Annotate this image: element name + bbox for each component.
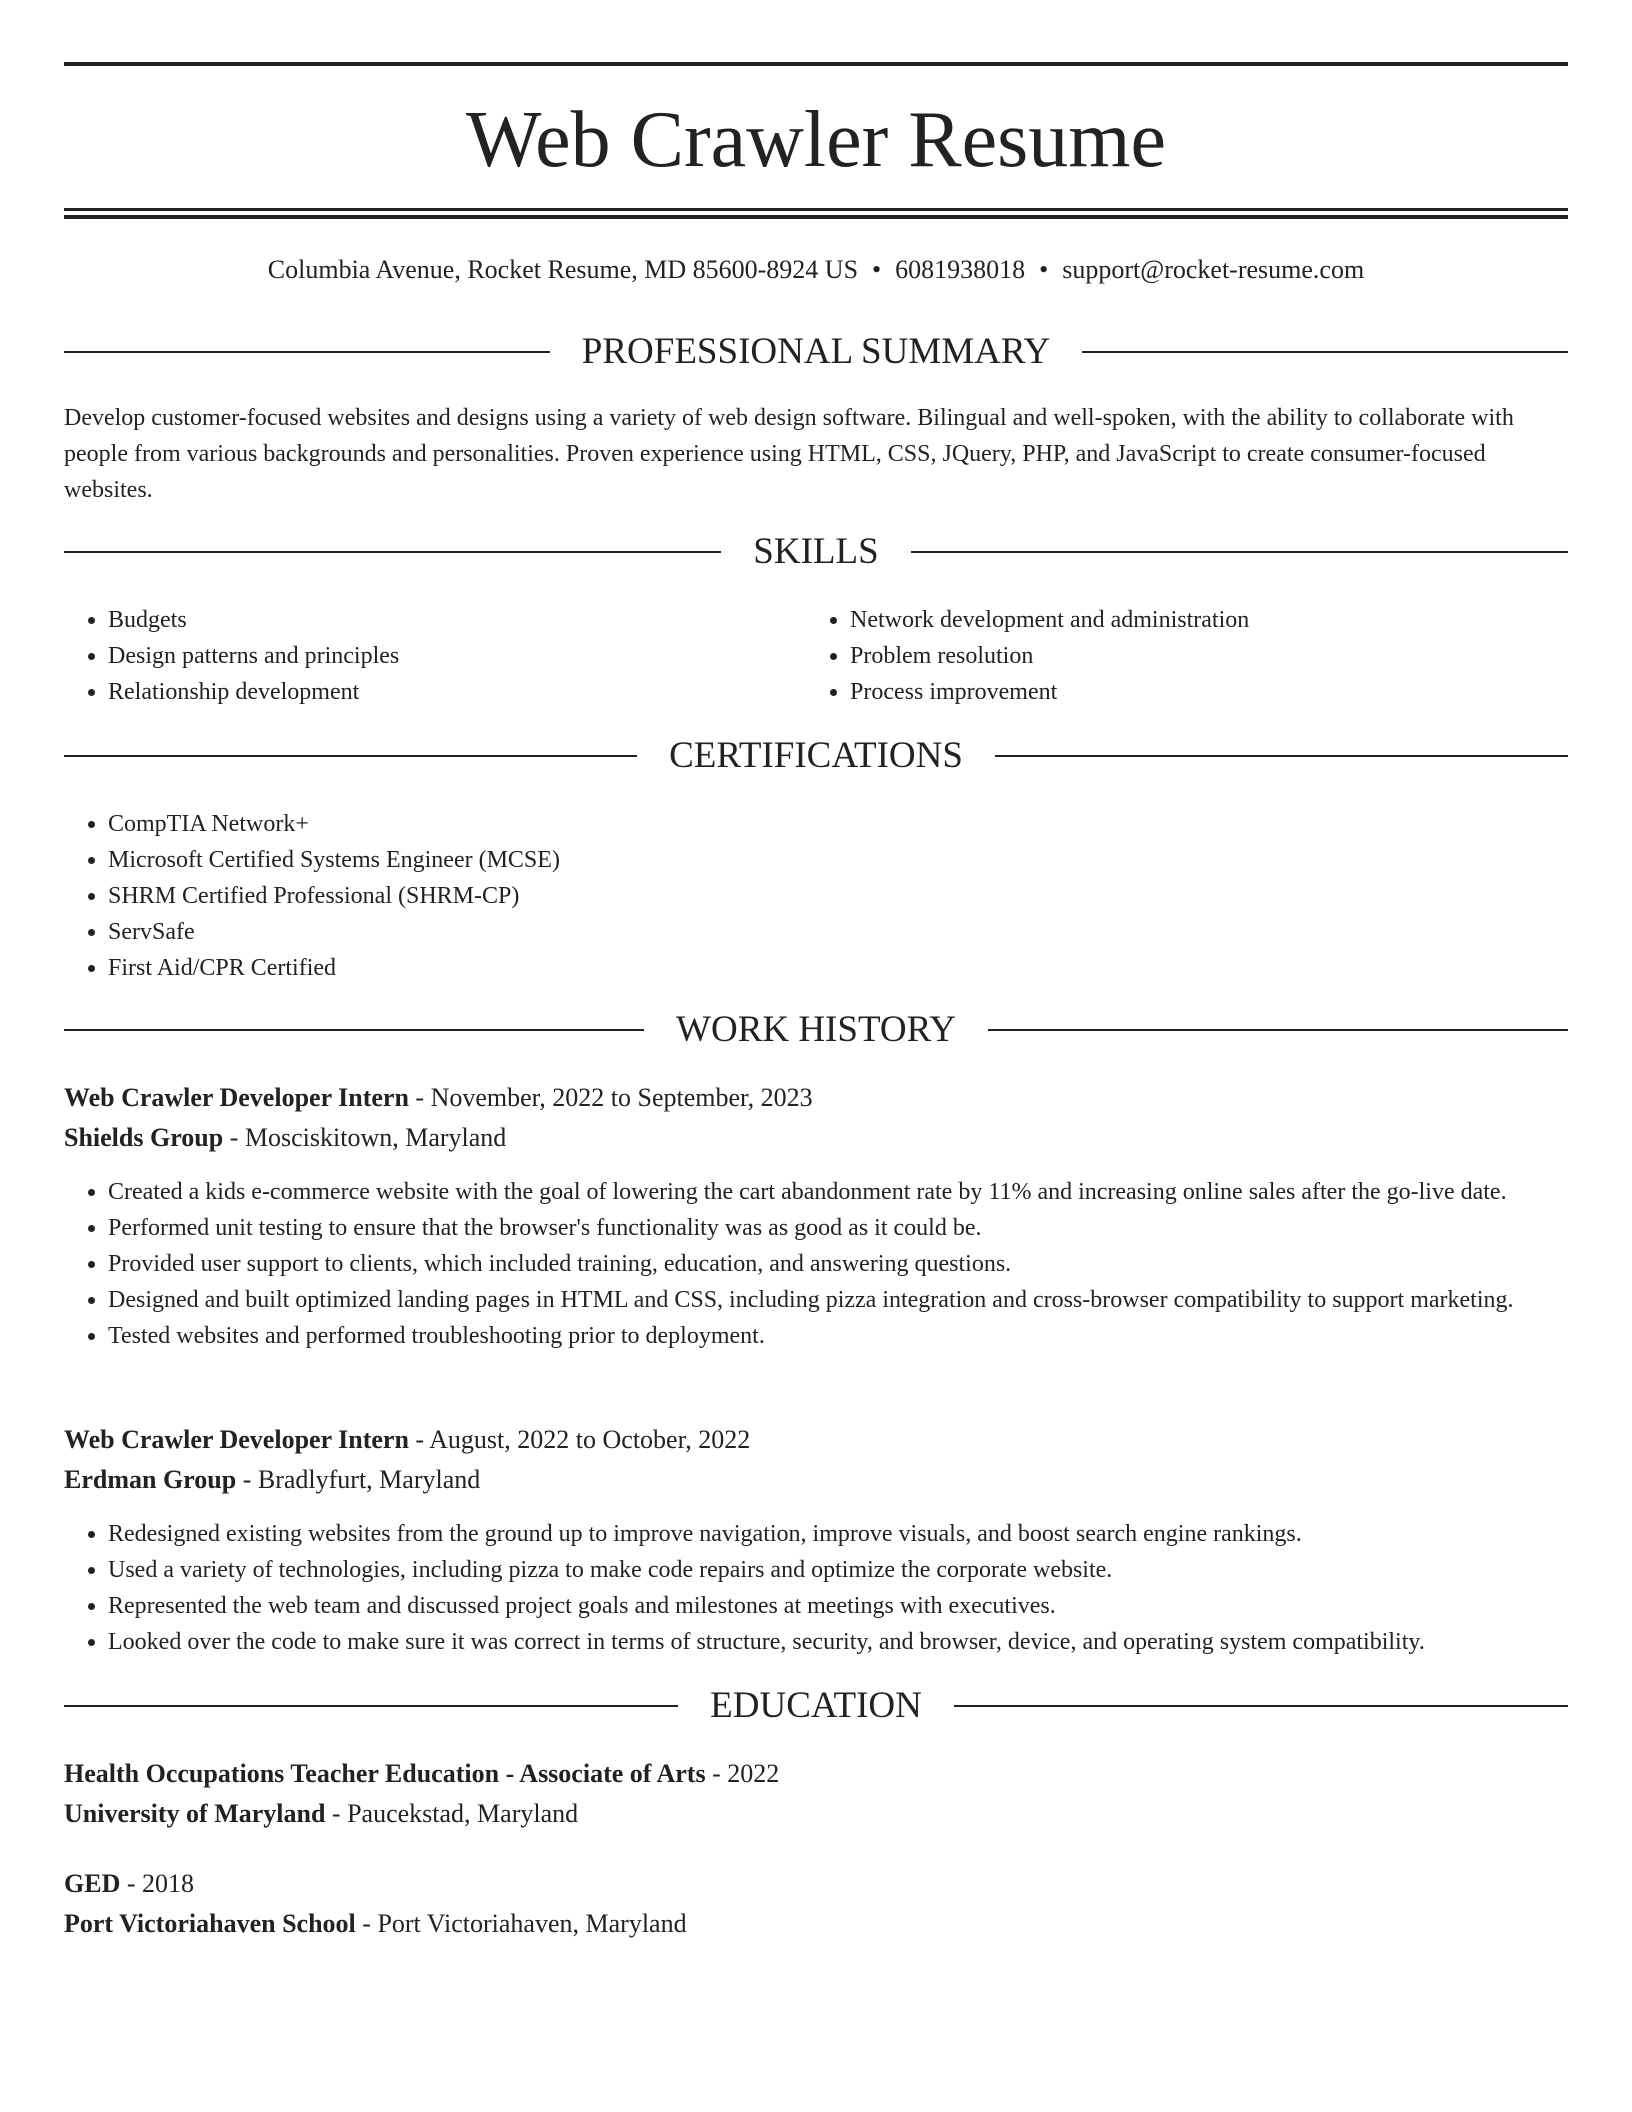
section-title: CERTIFICATIONS	[669, 735, 963, 776]
job-company: Erdman Group	[64, 1465, 237, 1494]
certification-item: • First Aid/CPR Certified	[108, 950, 1568, 986]
dash-separator: -	[325, 1799, 348, 1828]
skills-column-left	[64, 602, 804, 710]
education-degree-line	[64, 1754, 1568, 1794]
education-school: University of Maryland	[64, 1799, 326, 1828]
job-bullet: • Designed and built optimized landing pages in HTML and CSS, including pizza integration and cross-browser compatibility to support marketing.	[108, 1282, 1568, 1318]
job-company-line	[64, 1118, 1568, 1158]
section-title: SKILLS	[753, 531, 879, 572]
job-title-line	[64, 1078, 1568, 1118]
job-bullet: • Used a variety of technologies, including pizza to make code repairs and optimize the corporate website.	[108, 1552, 1568, 1588]
section-heading-work-history	[64, 1008, 1568, 1052]
certification-item: • SHRM Certified Professional (SHRM-CP)	[108, 878, 1568, 914]
skills-column-right	[806, 602, 1546, 710]
education-school-line	[64, 1904, 1568, 1944]
dash-separator: -	[236, 1465, 258, 1494]
education-location: Paucekstad, Maryland	[347, 1799, 579, 1828]
certification-item: • Microsoft Certified Systems Engineer (MCSE)	[108, 842, 1568, 878]
skill-item: • Budgets	[108, 602, 804, 638]
job-title: Web Crawler Developer Intern	[64, 1083, 409, 1112]
heading-rule-right	[995, 755, 1568, 757]
header-top-rule	[64, 62, 1568, 66]
section-title: PROFESSIONAL SUMMARY	[581, 331, 1051, 372]
section-heading-summary	[64, 330, 1568, 374]
heading-rule-right	[911, 551, 1568, 553]
certification-item: • CompTIA Network+	[108, 806, 1568, 842]
job-location: Bradlyfurt, Maryland	[257, 1465, 481, 1494]
job-bullet: • Performed unit testing to ensure that the browser's functionality was as good as it could be.	[108, 1210, 1568, 1246]
dash-separator: -	[408, 1425, 430, 1454]
section-title: WORK HISTORY	[676, 1009, 956, 1050]
job-bullets	[64, 1516, 1568, 1660]
dash-separator: -	[705, 1759, 728, 1788]
summary-text: Develop customer-focused websites and designs using a variety of web design software. Bilingual and well-spoken, with the ability to collaborate with people from various backgrounds and personalities. Proven experience using HTML, CSS, JQuery, PHP, and JavaScript to create consumer-focused websites.	[64, 405, 1514, 503]
education-year: 2018	[142, 1869, 195, 1898]
resume-title: Web Crawler Resume	[466, 96, 1166, 184]
dash-separator: -	[120, 1869, 143, 1898]
skill-item: • Relationship development	[108, 674, 804, 710]
certification-item: • ServSafe	[108, 914, 1568, 950]
job-bullet: • Represented the web team and discussed project goals and milestones at meetings with executives.	[108, 1588, 1568, 1624]
section-heading-skills	[64, 530, 1568, 574]
education-degree: GED	[64, 1869, 121, 1898]
section-heading-certifications	[64, 734, 1568, 778]
job-location: Mosciskitown, Maryland	[244, 1123, 507, 1152]
job-bullet: • Redesigned existing websites from the ground up to improve navigation, improve visuals, and boost search engine rankings.	[108, 1516, 1568, 1552]
skill-item: • Process improvement	[850, 674, 1546, 710]
education-location: Port Victoriahaven, Maryland	[377, 1909, 687, 1938]
skill-item: • Problem resolution	[850, 638, 1546, 674]
job-dates: August, 2022 to October, 2022	[429, 1425, 751, 1454]
job-title: Web Crawler Developer Intern	[64, 1425, 409, 1454]
contact-separator: •	[872, 255, 882, 284]
dash-separator: -	[223, 1123, 245, 1152]
heading-rule-left	[64, 1029, 644, 1031]
education-school-line	[64, 1794, 1568, 1834]
heading-rule-left	[64, 351, 550, 353]
heading-rule-right	[1082, 351, 1568, 353]
skill-item: • Network development and administration	[850, 602, 1546, 638]
skill-item: • Design patterns and principles	[108, 638, 804, 674]
job-dates: November, 2022 to September, 2023	[430, 1083, 813, 1112]
header-double-rule	[64, 208, 1568, 219]
section-heading-education	[64, 1684, 1568, 1728]
education-year: 2022	[727, 1759, 780, 1788]
education-school: Port Victoriahaven School	[64, 1909, 356, 1938]
contact-email: support@rocket-resume.com	[1062, 255, 1365, 284]
heading-rule-right	[954, 1705, 1568, 1707]
job-bullets	[64, 1174, 1568, 1354]
education-degree: Health Occupations Teacher Education - Associate of Arts	[64, 1759, 706, 1788]
contact-address: Columbia Avenue, Rocket Resume, MD 85600-8924 US	[267, 255, 859, 284]
section-title: EDUCATION	[710, 1685, 922, 1726]
contact-separator: •	[1039, 255, 1049, 284]
job-bullet: • Tested websites and performed troubleshooting prior to deployment.	[108, 1318, 1568, 1354]
contact-line	[64, 252, 1568, 288]
heading-rule-left	[64, 551, 721, 553]
heading-rule-left	[64, 755, 637, 757]
contact-phone: 6081938018	[895, 255, 1026, 284]
job-company: Shields Group	[64, 1123, 224, 1152]
dash-separator: -	[355, 1909, 378, 1938]
education-degree-line	[64, 1864, 1568, 1904]
job-bullet: • Looked over the code to make sure it was correct in terms of structure, security, and browser, device, and operating system compatibility.	[108, 1624, 1568, 1660]
dash-separator: -	[408, 1083, 431, 1112]
job-title-line	[64, 1420, 1568, 1460]
heading-rule-right	[988, 1029, 1568, 1031]
heading-rule-left	[64, 1705, 678, 1707]
job-company-line	[64, 1460, 1568, 1500]
certifications-list	[64, 806, 1568, 986]
job-bullet: • Provided user support to clients, which included training, education, and answering questions.	[108, 1246, 1568, 1282]
job-bullet: • Created a kids e-commerce website with the goal of lowering the cart abandonment rate by 11% and increasing online sales after the go-live date.	[108, 1174, 1568, 1210]
